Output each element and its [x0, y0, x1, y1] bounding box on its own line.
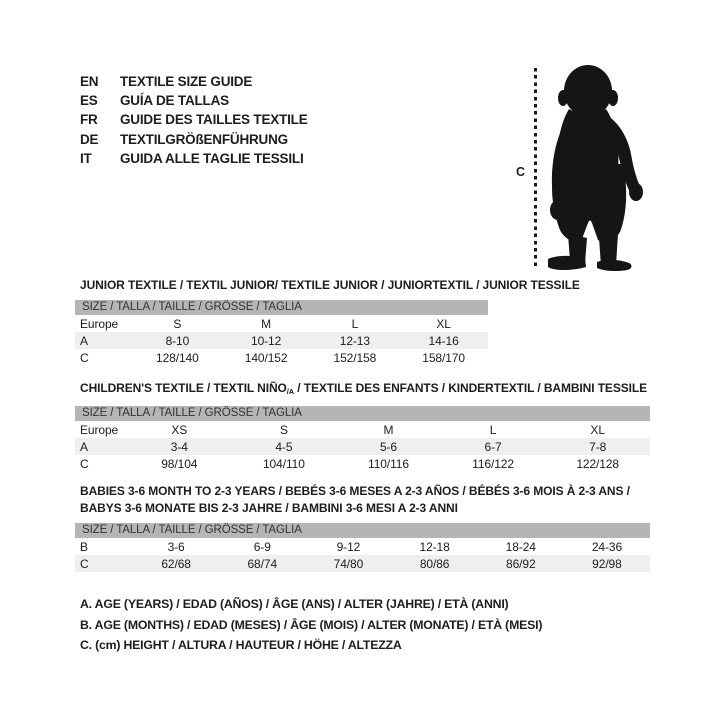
size-cell: 92/98	[592, 556, 622, 571]
language-code: ES	[80, 93, 98, 109]
size-cell: S	[173, 316, 182, 331]
language-label: TEXTILE SIZE GUIDE	[120, 74, 253, 90]
language-code: DE	[80, 131, 99, 147]
size-cell: 8-10	[165, 333, 190, 348]
table-title-segment: BABIES 3-6 MONTH TO 2-3 YEARS / BEBÉS 3-6 MESES A 2-3 AÑOS / BÉBÉS 3-6 MOIS À 2-3 ANS /	[80, 484, 630, 498]
size-cell: S	[279, 422, 288, 437]
table-title-segment: BABYS 3-6 MONATE BIS 2-3 JAHRE / BAMBINI 3-6 MESI A 2-3 ANNI	[80, 501, 458, 515]
size-cell: 3-6	[167, 539, 185, 554]
language-row	[80, 91, 308, 110]
table-row	[75, 349, 488, 366]
table-row	[75, 332, 488, 349]
measure-legend	[80, 594, 542, 656]
size-cell: 12-13	[339, 333, 370, 348]
height-measure-line	[534, 68, 537, 269]
language-label: GUIDA ALLE TAGLIE TESSILI	[120, 150, 304, 166]
size-cell: 158/170	[422, 350, 465, 365]
table-title	[75, 500, 650, 517]
table-title	[75, 277, 580, 294]
size-cell: M	[261, 316, 272, 331]
table-row	[75, 455, 650, 472]
language-row	[80, 72, 308, 91]
size-cell: 152/158	[333, 350, 377, 365]
size-cell: 110/116	[368, 456, 409, 471]
table-row	[75, 421, 650, 438]
size-cell: 24-36	[591, 539, 623, 554]
size-cell: 68/74	[247, 556, 278, 571]
table-title	[75, 380, 650, 400]
size-cell: 122/128	[576, 456, 620, 471]
size-cell: 5-6	[379, 439, 397, 454]
size-cell: 7-8	[589, 439, 607, 454]
table-title-segment: / TEXTILE DES ENFANTS / KINDERTEXTIL / BAMBINI TESSILE	[294, 381, 648, 395]
size-cell: 6-7	[484, 439, 502, 454]
size-table-junior	[75, 277, 580, 366]
row-label: A	[80, 439, 88, 454]
row-label: C	[80, 350, 89, 365]
size-cell: 3-4	[170, 439, 188, 454]
row-label: C	[80, 556, 89, 571]
language-code: EN	[80, 74, 99, 90]
size-table-babies	[75, 483, 650, 572]
row-label: Europe	[80, 422, 119, 437]
size-cell: 80/86	[419, 556, 450, 571]
ear-left	[558, 90, 568, 106]
row-label: A	[80, 333, 88, 348]
size-cell: L	[351, 316, 359, 331]
size-cell: 62/68	[161, 556, 191, 571]
table-row	[75, 315, 488, 332]
table-row	[75, 538, 650, 555]
size-cell: XL	[590, 422, 605, 437]
table-row	[75, 555, 650, 572]
size-cell: 128/140	[156, 350, 199, 365]
size-cell: L	[489, 422, 497, 437]
size-cell: 98/104	[161, 456, 198, 471]
row-label: Europe	[80, 316, 119, 331]
size-cell: 140/152	[244, 350, 288, 365]
size-cell: M	[383, 422, 394, 437]
size-header-bar: SIZE / TALLA / TAILLE / GRÖSSE / TAGLIA	[75, 523, 650, 538]
language-row	[80, 130, 308, 149]
row-label: B	[80, 539, 88, 554]
size-cell: 104/110	[262, 456, 305, 471]
size-cell: 116/122	[472, 456, 514, 471]
table-title-segment: /A	[286, 387, 295, 397]
legend-line: B. AGE (MONTHS) / EDAD (MESES) / ÂGE (MOIS) / ALTER (MONATE) / ETÀ (MESI)	[80, 617, 543, 632]
table-title-segment: CHILDREN'S TEXTILE / TEXTIL NIÑO	[80, 381, 287, 395]
size-cell: 18-24	[505, 539, 536, 554]
size-cell: 6-9	[253, 539, 271, 554]
size-header-bar: SIZE / TALLA / TAILLE / GRÖSSE / TAGLIA	[75, 300, 488, 315]
size-header-bar: SIZE / TALLA / TAILLE / GRÖSSE / TAGLIA	[75, 406, 650, 421]
language-list	[80, 72, 308, 168]
toddler-silhouette-icon	[543, 64, 648, 272]
size-cell: 10-12	[251, 333, 282, 348]
language-label: GUIDE DES TAILLES TEXTILE	[120, 112, 308, 128]
table-row	[75, 438, 650, 455]
language-row	[80, 110, 308, 129]
language-label: GUÍA DE TALLAS	[120, 93, 229, 109]
language-label: TEXTILGRÖßENFÜHRUNG	[120, 131, 288, 147]
table-title-segment: JUNIOR TEXTILE / TEXTIL JUNIOR/ TEXTILE JUNIOR / JUNIORTEXTIL / JUNIOR TESSILE	[80, 278, 580, 292]
size-cell: XL	[436, 316, 451, 331]
size-cell: 4-5	[275, 439, 293, 454]
legend-line: A. AGE (YEARS) / EDAD (AÑOS) / ÂGE (ANS) / ALTER (JAHRE) / ETÀ (ANNI)	[80, 597, 509, 611]
ear-right	[608, 90, 618, 106]
language-code: FR	[80, 112, 98, 128]
size-cell: 86/92	[506, 556, 536, 571]
language-code: IT	[80, 150, 92, 166]
row-label: C	[80, 456, 89, 471]
language-row	[80, 149, 308, 168]
size-cell: 74/80	[333, 556, 364, 571]
table-title	[75, 483, 650, 500]
size-cell: 12-18	[419, 539, 450, 554]
size-cell: 9-12	[336, 539, 361, 554]
size-table-children	[75, 380, 650, 472]
size-cell: 14-16	[428, 333, 459, 348]
size-cell: XS	[171, 422, 188, 437]
legend-line: C. (cm) HEIGHT / ALTURA / HAUTEUR / HÖHE / ALTEZZA	[80, 638, 402, 653]
height-measure-label: C	[516, 165, 526, 179]
